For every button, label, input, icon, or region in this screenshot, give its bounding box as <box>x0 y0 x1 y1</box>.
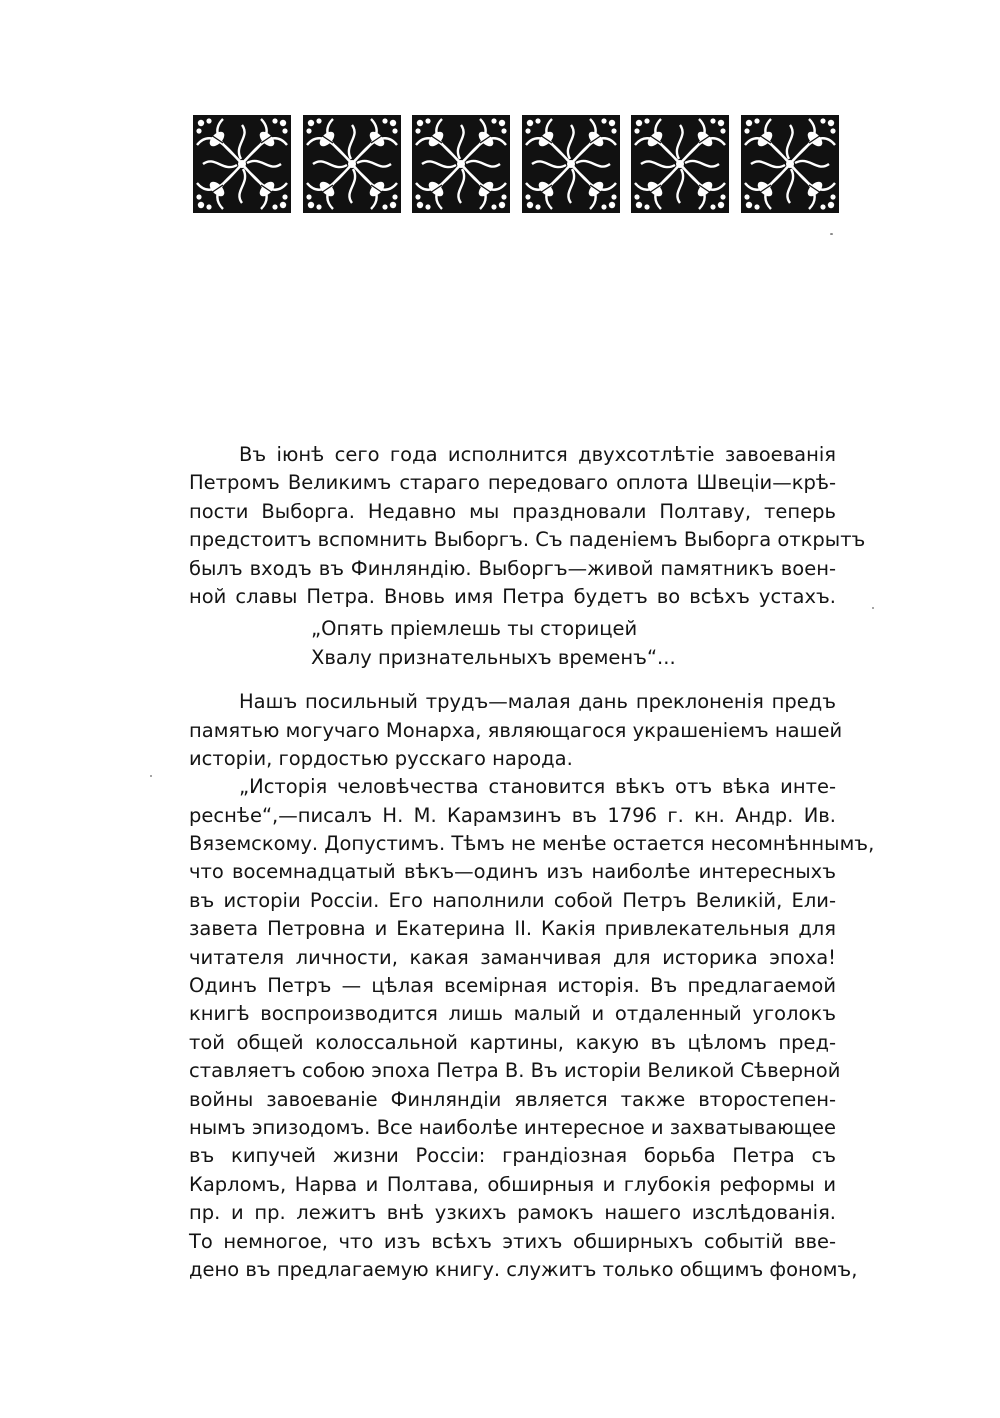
text-line: Въ іюнѣ сего года исполнится двухсотлѣтіе завоеванія <box>239 443 836 466</box>
text-line: что восемнадцатый вѣкъ—одинъ изъ наиболѣе интересныхъ <box>189 860 836 884</box>
body-text <box>189 441 875 1284</box>
text-line: ной славы Петра. Вновь имя Петра будетъ во всѣхъ устахъ. <box>189 584 836 608</box>
print-speck <box>830 233 833 235</box>
text-line: войны завоеваніе Финляндіи является также второстепен- <box>189 1087 836 1111</box>
ornament-tile <box>303 115 401 213</box>
ornament-tile <box>412 115 510 213</box>
text-line: исторіи, гордостью русскаго народа. <box>189 746 573 770</box>
text-line: пости Выборга. Недавно мы праздновали Полтаву, теперь <box>189 499 836 523</box>
ornament-tile <box>193 115 291 213</box>
text-line: Карломъ, Нарва и Полтава, обширныя и глубокія реформы и <box>189 1172 836 1196</box>
ornament-tile <box>741 115 839 213</box>
text-line: нымъ эпизодомъ. Все наиболѣе интересное и захватывающее <box>189 1115 836 1139</box>
text-line: предстоитъ вспомнить Выборгъ. Съ паденіемъ Выборга открытъ <box>189 528 866 552</box>
text-line: дено въ предлагаемую книгу. служитъ только общимъ фономъ, <box>189 1257 858 1281</box>
text-line: пр. и пр. лежитъ внѣ узкихъ рамокъ нашего изслѣдованія. <box>189 1201 836 1225</box>
text-line: Нашъ посильный трудъ—малая дань преклоненія предъ <box>239 690 836 714</box>
text-line: Вяземскому. Допустимъ. Тѣмъ не менѣе остается несомнѣннымъ, <box>189 832 875 856</box>
paragraph-2 <box>189 688 843 773</box>
quote-line: Хвалу признательныхъ временъ“... <box>311 645 676 669</box>
text-line: въ кипучей жизни Россіи: грандіозная борьба Петра съ <box>189 1144 836 1168</box>
text-line: въ исторіи Россіи. Его наполнили собой Петръ Великій, Ели- <box>189 888 836 912</box>
print-speck <box>872 607 874 609</box>
text-line: ставляетъ собою эпоха Петра В. Въ исторіи Великой Сѣверной <box>189 1059 841 1083</box>
text-line: завета Петровна и Екатерина II. Какія привлекательныя для <box>189 917 836 941</box>
quote-line: „Опять пріемлешь ты сторицей <box>311 617 638 641</box>
ornament-tile <box>631 115 729 213</box>
text-line: То немногое, что изъ всѣхъ этихъ обширныхъ событій вве- <box>189 1229 836 1253</box>
paragraph-1 <box>189 441 866 611</box>
print-speck <box>150 775 152 777</box>
ornamental-headpiece <box>193 115 839 213</box>
text-line: „Исторія человѣчества становится вѣкъ отъ вѣка инте- <box>239 775 836 799</box>
text-line: Одинъ Петръ — цѣлая всемірная исторія. Въ предлагаемой <box>189 974 836 998</box>
paragraph-3 <box>189 773 875 1284</box>
text-line: памятью могучаго Монарха, являющагося украшеніемъ нашей <box>189 718 843 742</box>
text-line: Петромъ Великимъ стараго передоваго оплота Швеціи—крѣ- <box>189 471 836 495</box>
text-line: реснѣе“,—писалъ Н. М. Карамзинъ въ 1796 г. кн. Андр. Ив. <box>189 803 836 827</box>
text-line: читателя личности, какая заманчивая для историка эпоха! <box>189 945 836 969</box>
text-line: былъ входъ въ Финляндію. Выборгъ—живой памятникъ воен- <box>189 556 836 580</box>
verse-quote <box>189 615 836 672</box>
text-line: книгѣ воспроизводится лишь малый и отдаленный уголокъ <box>189 1002 836 1026</box>
ornament-tile <box>522 115 620 213</box>
text-line: той общей колоссальной картины, какую въ цѣломъ пред- <box>189 1030 836 1054</box>
